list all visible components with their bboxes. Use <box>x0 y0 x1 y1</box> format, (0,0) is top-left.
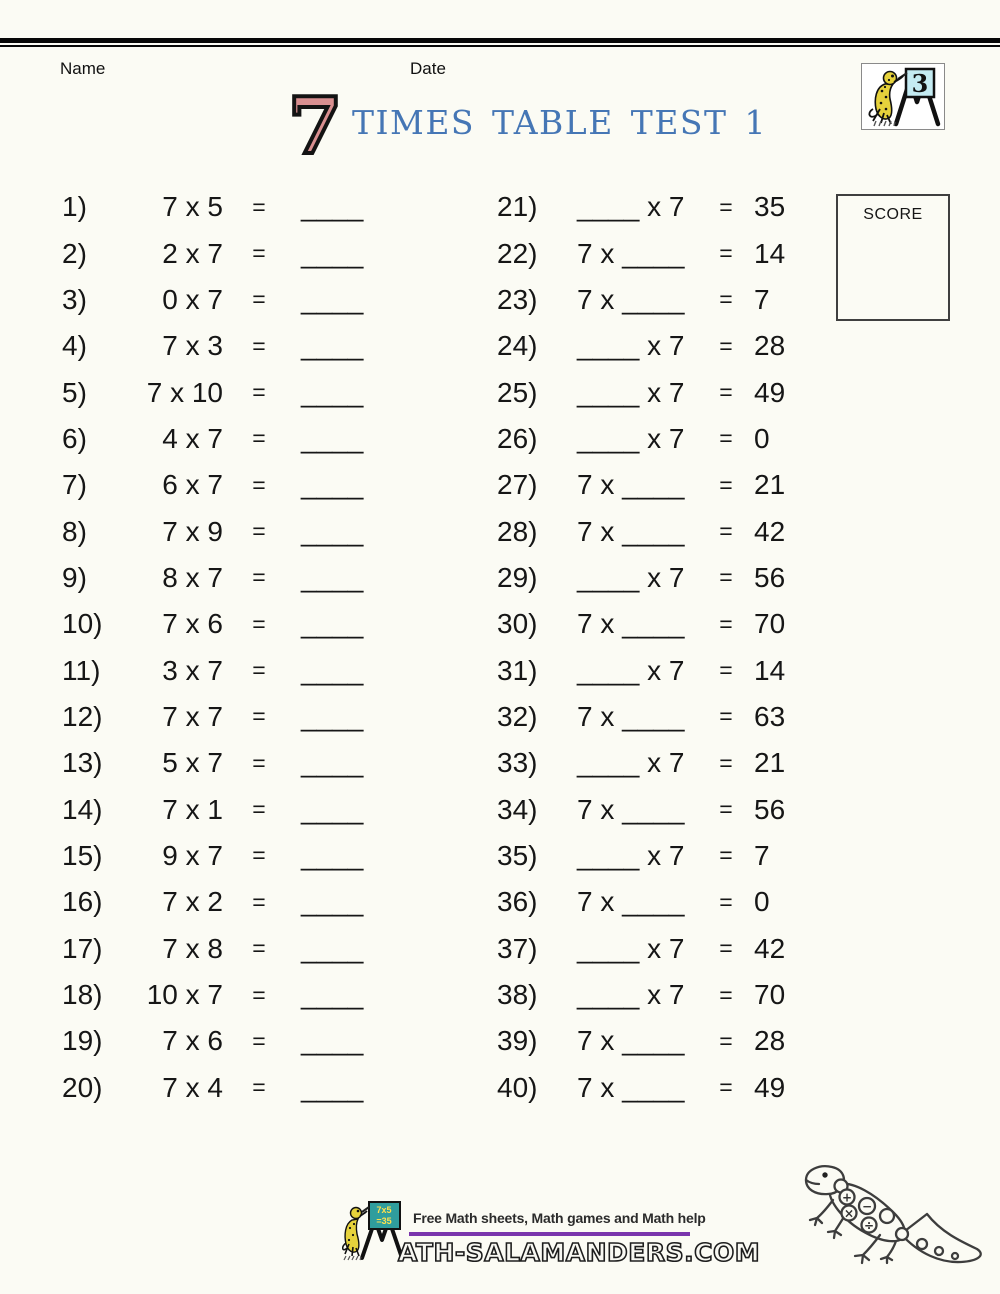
problems-column-left <box>62 184 382 1111</box>
problem-number: 38) <box>497 979 538 1011</box>
problem-row <box>497 786 807 832</box>
mini-canvas-line1: 7x5 <box>376 1205 392 1215</box>
logo-canvas-number: 3 <box>911 69 929 98</box>
problem-number: 13) <box>62 747 103 779</box>
problem-number: 4) <box>62 330 87 362</box>
problem-row <box>62 184 382 230</box>
problem-row <box>497 972 807 1018</box>
problem-number: 15) <box>62 839 103 871</box>
answer-value: 28 <box>754 330 786 362</box>
problem-number: 35) <box>497 839 538 871</box>
equals-sign: = <box>719 564 733 591</box>
problem-expression: ____ x 7 <box>577 654 685 686</box>
problem-row <box>497 184 807 230</box>
equals-sign: = <box>252 518 266 545</box>
problem-expression: ____ x 7 <box>577 932 685 964</box>
answer-value: 63 <box>754 700 786 732</box>
problem-number: 33) <box>497 747 538 779</box>
problem-number: 39) <box>497 1025 538 1057</box>
problem-expression: ____ x 7 <box>577 422 685 454</box>
problem-row <box>62 647 382 693</box>
problem-row <box>62 323 382 369</box>
problem-expression: 7 x ____ <box>577 283 685 315</box>
equals-sign: = <box>252 471 266 498</box>
problem-row <box>497 879 807 925</box>
equals-sign: = <box>719 518 733 545</box>
spotted-salamander-icon <box>783 1158 995 1286</box>
problem-number: 31) <box>497 654 538 686</box>
answer-blank: ____ <box>301 932 364 964</box>
svg-text:+: + <box>841 1190 853 1205</box>
problem-expression: 7 x 6 <box>162 1025 223 1057</box>
problem-expression: 7 x ____ <box>577 237 685 269</box>
svg-text:×: × <box>843 1206 855 1221</box>
score-box <box>836 194 950 321</box>
equals-sign: = <box>719 379 733 406</box>
problem-row <box>62 508 382 554</box>
problem-row <box>497 647 807 693</box>
problem-number: 6) <box>62 422 87 454</box>
problem-number: 5) <box>62 376 87 408</box>
problem-number: 26) <box>497 422 538 454</box>
problem-row <box>62 694 382 740</box>
problem-expression: ____ x 7 <box>577 561 685 593</box>
answer-blank: ____ <box>301 608 364 640</box>
problem-expression: 7 x 8 <box>162 932 223 964</box>
equals-sign: = <box>719 657 733 684</box>
answer-value: 42 <box>754 932 786 964</box>
equals-sign: = <box>719 286 733 313</box>
problem-row <box>62 230 382 276</box>
answer-value: 56 <box>754 793 786 825</box>
date-field-label: Date <box>410 59 446 78</box>
problem-row <box>497 1065 807 1111</box>
problem-row <box>497 277 807 323</box>
answer-blank: ____ <box>301 191 364 223</box>
problem-row <box>62 416 382 462</box>
problem-row <box>62 1018 382 1064</box>
problem-row <box>497 230 807 276</box>
problem-number: 14) <box>62 793 103 825</box>
footer-underline <box>409 1232 690 1236</box>
problem-expression: 7 x ____ <box>577 515 685 547</box>
problem-expression: 8 x 7 <box>162 561 223 593</box>
answer-blank: ____ <box>301 376 364 408</box>
answer-blank: ____ <box>301 561 364 593</box>
equals-sign: = <box>719 796 733 823</box>
problem-number: 23) <box>497 283 538 315</box>
problem-number: 1) <box>62 191 87 223</box>
equals-sign: = <box>252 379 266 406</box>
problem-number: 19) <box>62 1025 103 1057</box>
problem-expression: 4 x 7 <box>162 422 223 454</box>
problem-row <box>62 926 382 972</box>
answer-value: 14 <box>754 654 786 686</box>
problem-expression: 7 x ____ <box>577 886 685 918</box>
page-title: TIMES TABLE TEST 1 <box>352 103 768 142</box>
problem-expression: 7 x 5 <box>162 191 223 223</box>
problem-expression: 7 x ____ <box>577 1071 685 1103</box>
score-label: SCORE <box>863 206 923 223</box>
problem-expression: ____ x 7 <box>577 839 685 871</box>
answer-value: 7 <box>754 283 770 315</box>
equals-sign: = <box>719 610 733 637</box>
problem-expression: 10 x 7 <box>146 979 223 1011</box>
equals-sign: = <box>252 193 266 220</box>
problem-row <box>497 833 807 879</box>
problem-expression: 7 x ____ <box>577 1025 685 1057</box>
answer-value: 21 <box>754 469 786 501</box>
problem-number: 32) <box>497 700 538 732</box>
problem-number: 36) <box>497 886 538 918</box>
problem-row <box>497 740 807 786</box>
problem-number: 3) <box>62 283 87 315</box>
answer-value: 56 <box>754 561 786 593</box>
problem-row <box>497 323 807 369</box>
problem-row <box>62 833 382 879</box>
equals-sign: = <box>252 286 266 313</box>
equals-sign: = <box>252 935 266 962</box>
problem-expression: 7 x ____ <box>577 793 685 825</box>
equals-sign: = <box>719 981 733 1008</box>
answer-blank: ____ <box>301 237 364 269</box>
problem-row <box>497 926 807 972</box>
answer-blank: ____ <box>301 330 364 362</box>
problem-expression: ____ x 7 <box>577 747 685 779</box>
answer-value: 49 <box>754 1071 786 1103</box>
answer-value: 28 <box>754 1025 786 1057</box>
problem-row <box>62 879 382 925</box>
problem-expression: 7 x ____ <box>577 469 685 501</box>
site-logo <box>861 63 945 130</box>
name-field-label: Name <box>60 59 106 78</box>
problem-number: 21) <box>497 191 538 223</box>
problem-number: 9) <box>62 561 87 593</box>
problem-row <box>497 369 807 415</box>
equals-sign: = <box>252 888 266 915</box>
problem-expression: 7 x 1 <box>162 793 223 825</box>
answer-blank: ____ <box>301 422 364 454</box>
svg-text:−: − <box>861 1199 873 1214</box>
problem-expression: 7 x 9 <box>162 515 223 547</box>
equals-sign: = <box>719 749 733 776</box>
equals-sign: = <box>719 888 733 915</box>
problem-expression: ____ x 7 <box>577 191 685 223</box>
answer-blank: ____ <box>301 283 364 315</box>
problem-row <box>497 462 807 508</box>
answer-blank: ____ <box>301 839 364 871</box>
problem-row <box>497 416 807 462</box>
answer-value: 7 <box>754 839 770 871</box>
problem-expression: 7 x 6 <box>162 608 223 640</box>
answer-value: 70 <box>754 608 786 640</box>
problem-row <box>62 1065 382 1111</box>
problem-number: 34) <box>497 793 538 825</box>
problem-expression: 7 x 4 <box>162 1071 223 1103</box>
salamander-mascot <box>783 1158 995 1291</box>
problem-row <box>62 277 382 323</box>
problem-row <box>497 601 807 647</box>
equals-sign: = <box>252 749 266 776</box>
footer-tagline: Free Math sheets, Math games and Math help <box>413 1210 706 1226</box>
problem-number: 7) <box>62 469 87 501</box>
problem-expression: 6 x 7 <box>162 469 223 501</box>
problem-number: 16) <box>62 886 103 918</box>
problem-number: 28) <box>497 515 538 547</box>
problem-expression: 7 x 3 <box>162 330 223 362</box>
problem-number: 25) <box>497 376 538 408</box>
answer-value: 42 <box>754 515 786 547</box>
problem-expression: ____ x 7 <box>577 330 685 362</box>
answer-value: 35 <box>754 191 786 223</box>
problem-number: 11) <box>62 654 101 686</box>
brand-wordmark: ATH-SALAMANDERS.COM <box>398 1238 761 1267</box>
problem-row <box>62 462 382 508</box>
equals-sign: = <box>719 332 733 359</box>
equals-sign: = <box>719 471 733 498</box>
problem-expression: 0 x 7 <box>162 283 223 315</box>
problem-number: 20) <box>62 1071 103 1103</box>
problem-row <box>62 972 382 1018</box>
problem-expression: 7 x ____ <box>577 700 685 732</box>
answer-blank: ____ <box>301 979 364 1011</box>
equals-sign: = <box>719 935 733 962</box>
equals-sign: = <box>719 703 733 730</box>
answer-value: 0 <box>754 886 770 918</box>
problem-row <box>62 740 382 786</box>
answer-value: 21 <box>754 747 786 779</box>
equals-sign: = <box>252 981 266 1008</box>
problem-row <box>497 1018 807 1064</box>
problem-expression: 7 x 10 <box>146 376 223 408</box>
problem-row <box>497 508 807 554</box>
problem-expression: 3 x 7 <box>162 654 223 686</box>
problem-expression: ____ x 7 <box>577 376 685 408</box>
answer-blank: ____ <box>301 515 364 547</box>
answer-blank: ____ <box>301 886 364 918</box>
equals-sign: = <box>252 1027 266 1054</box>
equals-sign: = <box>252 240 266 267</box>
title-number-seven: 7 <box>288 81 343 172</box>
problem-number: 17) <box>62 932 103 964</box>
problem-number: 18) <box>62 979 103 1011</box>
problem-row <box>62 555 382 601</box>
answer-blank: ____ <box>301 793 364 825</box>
problem-number: 40) <box>497 1071 538 1103</box>
svg-text:÷: ÷ <box>863 1218 875 1233</box>
problem-number: 2) <box>62 237 87 269</box>
problem-expression: 7 x ____ <box>577 608 685 640</box>
answer-value: 49 <box>754 376 786 408</box>
problem-number: 10) <box>62 608 103 640</box>
equals-sign: = <box>719 193 733 220</box>
problem-number: 27) <box>497 469 538 501</box>
equals-sign: = <box>252 425 266 452</box>
problem-number: 8) <box>62 515 87 547</box>
problem-expression: 7 x 7 <box>162 700 223 732</box>
problem-row <box>62 369 382 415</box>
answer-value: 70 <box>754 979 786 1011</box>
problem-expression: 7 x 2 <box>162 886 223 918</box>
equals-sign: = <box>719 240 733 267</box>
problem-number: 24) <box>497 330 538 362</box>
equals-sign: = <box>252 842 266 869</box>
equals-sign: = <box>719 1074 733 1101</box>
equals-sign: = <box>252 1074 266 1101</box>
problem-number: 37) <box>497 932 538 964</box>
mini-canvas-line2: =35 <box>376 1216 392 1226</box>
equals-sign: = <box>252 703 266 730</box>
equals-sign: = <box>252 332 266 359</box>
problem-number: 30) <box>497 608 538 640</box>
top-divider-thick <box>0 38 1000 43</box>
equals-sign: = <box>252 564 266 591</box>
answer-blank: ____ <box>301 469 364 501</box>
answer-blank: ____ <box>301 1071 364 1103</box>
problems-column-right <box>497 184 807 1111</box>
answer-blank: ____ <box>301 747 364 779</box>
problem-expression: ____ x 7 <box>577 979 685 1011</box>
equals-sign: = <box>252 657 266 684</box>
equals-sign: = <box>719 1027 733 1054</box>
problem-expression: 2 x 7 <box>162 237 223 269</box>
problem-expression: 9 x 7 <box>162 839 223 871</box>
equals-sign: = <box>252 796 266 823</box>
problem-row <box>62 601 382 647</box>
problem-number: 29) <box>497 561 538 593</box>
equals-sign: = <box>719 842 733 869</box>
problem-row <box>497 555 807 601</box>
answer-blank: ____ <box>301 700 364 732</box>
problem-row <box>497 694 807 740</box>
salamander-easel-icon <box>862 64 944 129</box>
answer-blank: ____ <box>301 1025 364 1057</box>
problem-row <box>62 786 382 832</box>
problem-number: 12) <box>62 700 103 732</box>
answer-value: 14 <box>754 237 786 269</box>
equals-sign: = <box>252 610 266 637</box>
problem-expression: 5 x 7 <box>162 747 223 779</box>
answer-value: 0 <box>754 422 770 454</box>
equals-sign: = <box>719 425 733 452</box>
top-divider-thin <box>0 45 1000 47</box>
answer-blank: ____ <box>301 654 364 686</box>
problem-number: 22) <box>497 237 538 269</box>
